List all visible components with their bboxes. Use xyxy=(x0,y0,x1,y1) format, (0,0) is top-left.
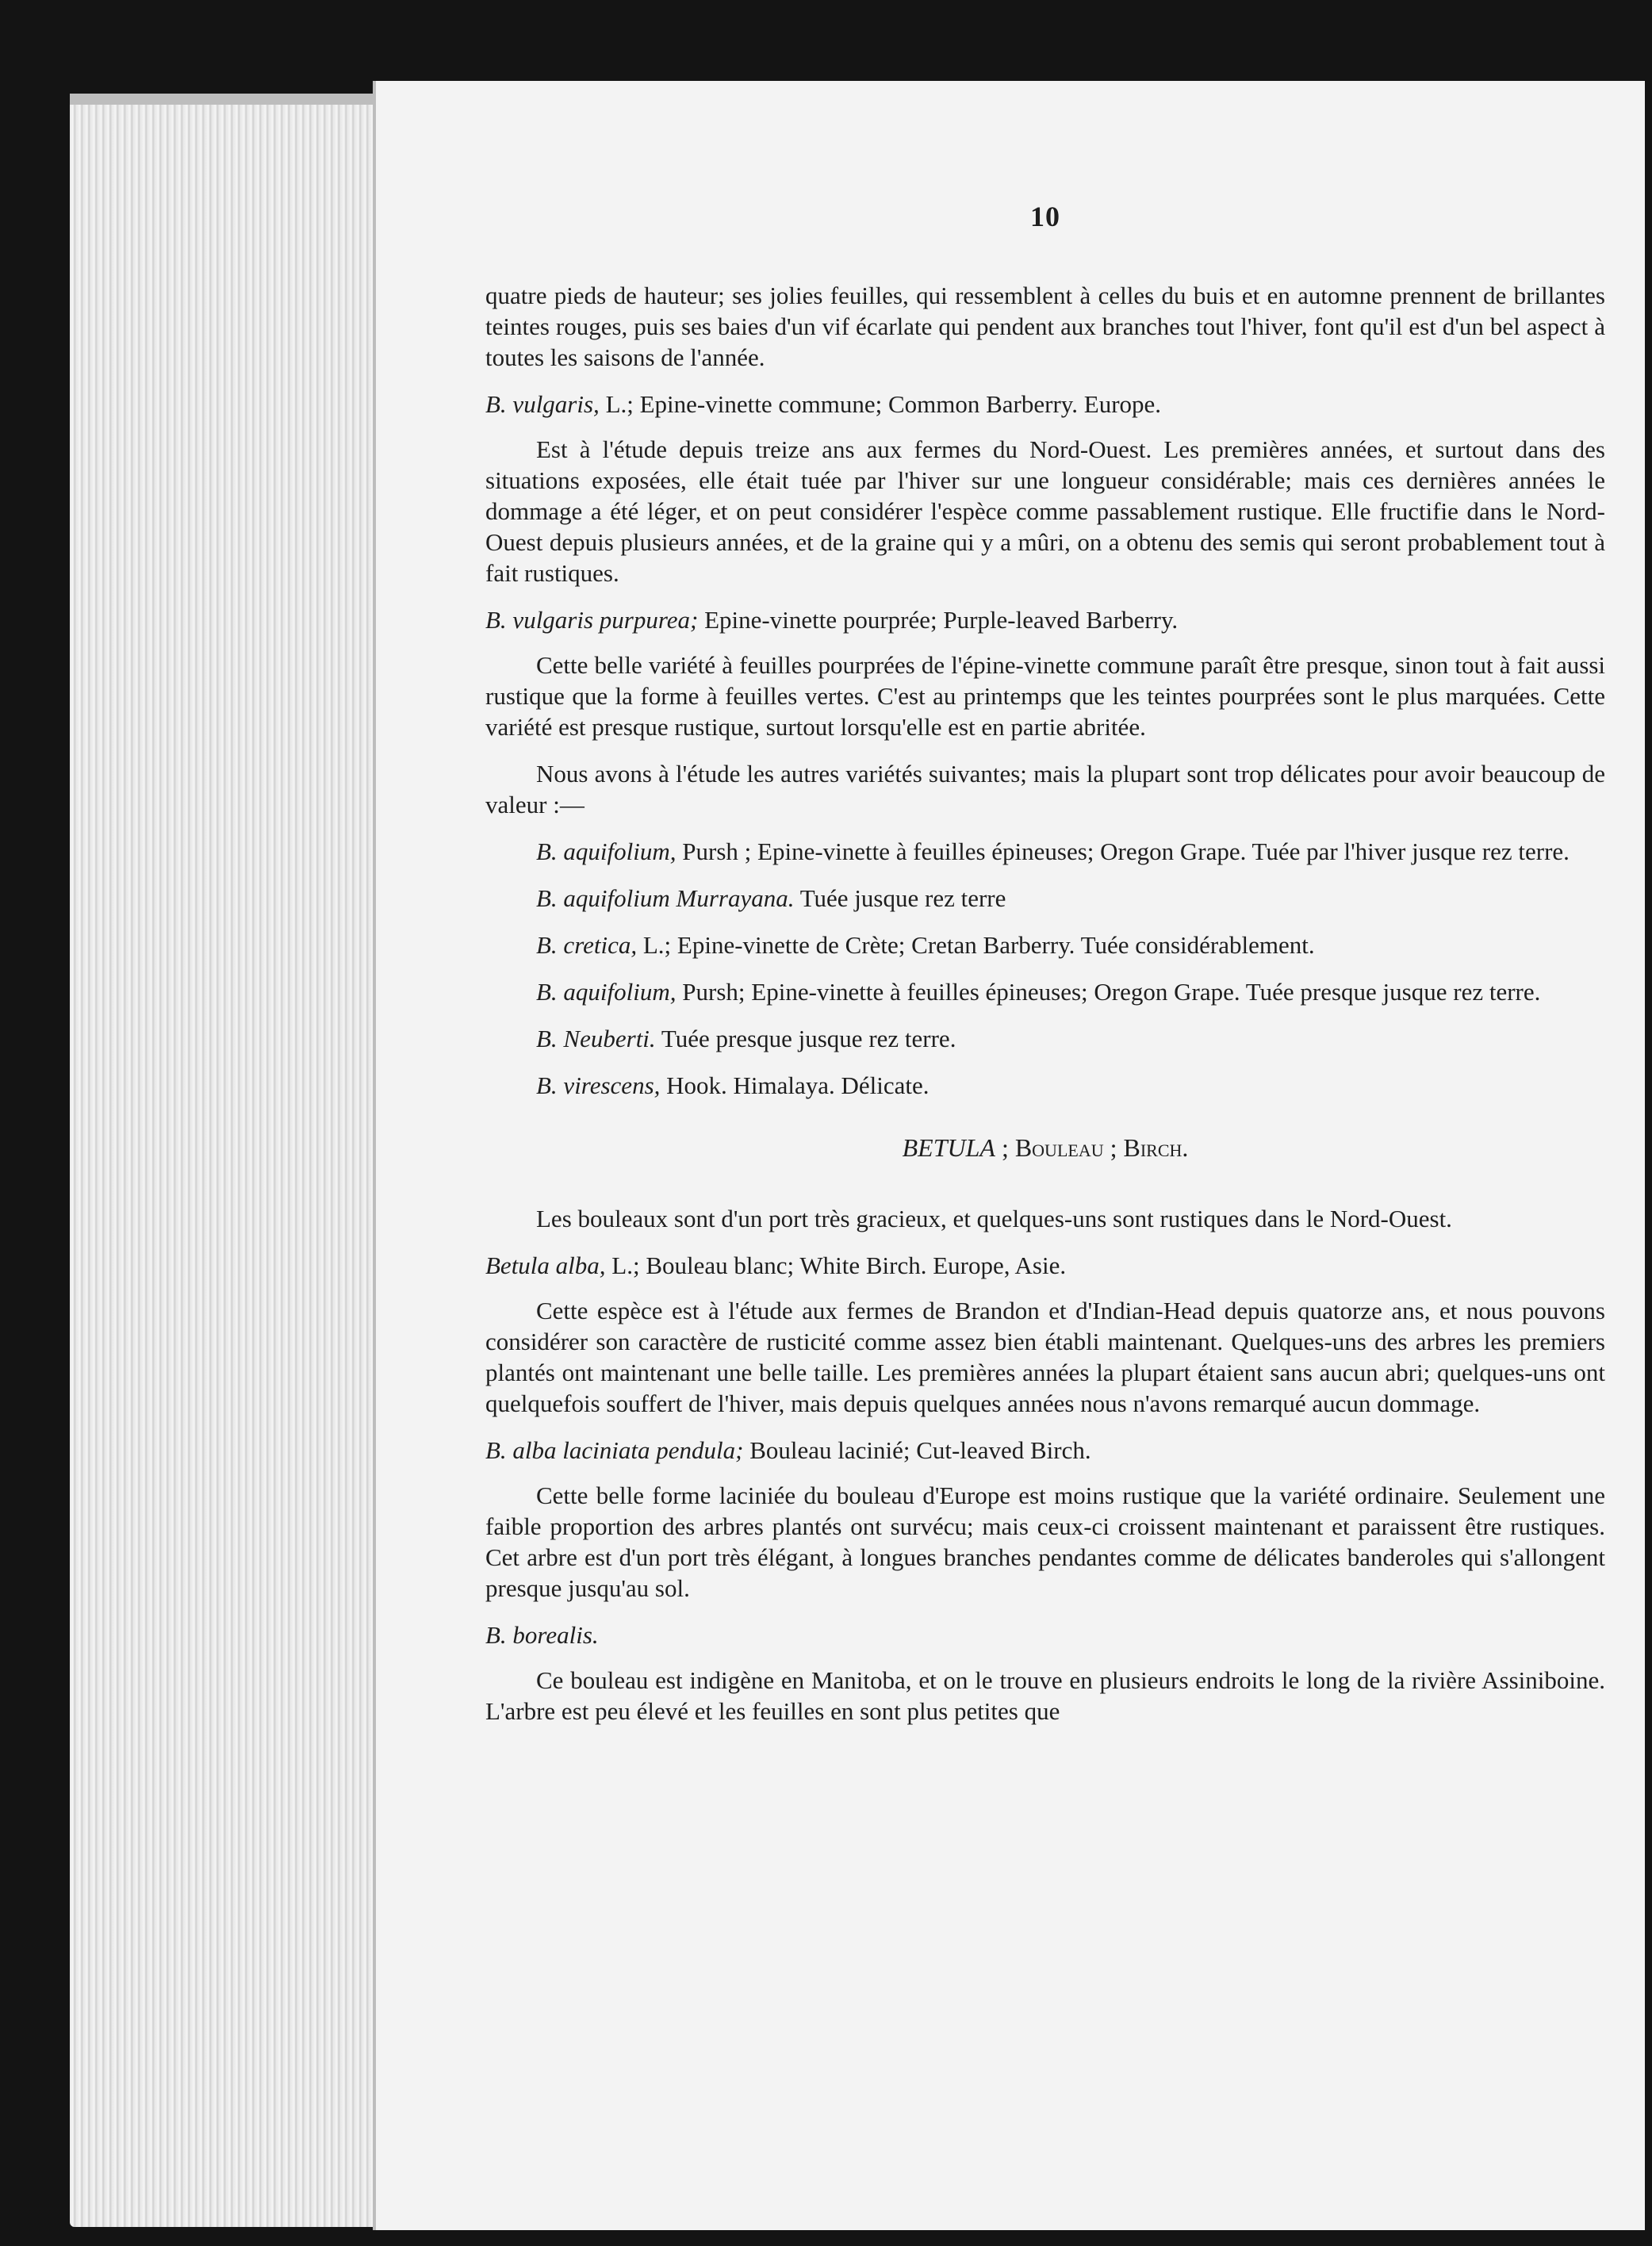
page-content xyxy=(485,201,1605,1742)
variety-name: B. virescens, xyxy=(536,1071,661,1099)
species-common-names: Bouleau lacinié; Cut-leaved Birch. xyxy=(743,1436,1091,1464)
book-page xyxy=(373,81,1645,2230)
paragraph-other-varieties: Nous avons à l'étude les autres variétés suivantes; mais la plupart sont trop délicates pour avoir beaucoup de valeur :— xyxy=(485,760,1605,818)
species-name: B. alba laciniata pendula; xyxy=(485,1436,744,1464)
book-page-edges xyxy=(70,94,387,2227)
heading-french: Bouleau xyxy=(1014,1133,1104,1162)
variety-note: Pursh ; Epine-vinette à feuilles épineuses; Oregon Grape. Tuée par l'hiver jusque rez terre. xyxy=(676,837,1570,865)
paragraph-intro: quatre pieds de hauteur; ses jolies feuilles, qui ressemblent à celles du buis et en automne prennent de brillantes teintes rouges, puis ses baies d'un vif écarlate qui pendent aux branches tout l'hiver, font qu'il est d'un bel aspect à toutes les saisons de l'année. xyxy=(485,282,1605,371)
variety-note: Pursh; Epine-vinette à feuilles épineuses; Oregon Grape. Tuée presque jusque rez terre. xyxy=(676,978,1541,1006)
entry-vulgaris xyxy=(485,389,1605,420)
paragraph-borealis: Ce bouleau est indigène en Manitoba, et on le trouve en plusieurs endroits le long de la rivière Assiniboine. L'arbre est peu élevé et les feuilles en sont plus petites que xyxy=(485,1666,1605,1725)
species-common-names: L.; Epine-vinette commune; Common Barberry. Europe. xyxy=(599,390,1162,418)
heading-separator: ; xyxy=(995,1133,1015,1162)
species-common-names: L.; Bouleau blanc; White Birch. Europe, Asie. xyxy=(605,1251,1067,1279)
paragraph-purpurea: Cette belle variété à feuilles pourprées de l'épine-vinette commune paraît être presque, sinon tout à fait aussi rustique que la forme à feuilles vertes. C'est au printemps que les teintes pourprées sont le plus marquées. Cette variété est presque rustique, surtout lorsqu'elle est en partie abritée. xyxy=(485,651,1605,741)
entry-purpurea xyxy=(485,604,1605,635)
variety-name: B. aquifolium, xyxy=(536,837,677,865)
variety-item xyxy=(485,1070,1605,1101)
entry-borealis xyxy=(485,1619,1605,1650)
species-name: Betula alba, xyxy=(485,1251,606,1279)
paragraph-alba: Cette espèce est à l'étude aux fermes de Brandon et d'Indian-Head depuis quatorze ans, et nous pouvons considérer son caractère de rusticité comme assez bien établi maintenant. Quelques-uns des arbres les premiers plantés ont maintenant une belle taille. Les premières années la plupart étaient sans aucun abri; quelques-uns ont quelquefois souffert de l'hiver, mais depuis quelques années nous n'avons remarqué aucun dommage. xyxy=(485,1297,1605,1417)
variety-note: L.; Epine-vinette de Crète; Cretan Barberry. Tuée considérablement. xyxy=(637,931,1315,959)
variety-item xyxy=(485,836,1605,867)
species-common-names: Epine-vinette pourprée; Purple-leaved Barberry. xyxy=(698,606,1179,634)
section-heading-betula xyxy=(485,1133,1605,1163)
variety-note: Tuée presque jusque rez terre. xyxy=(655,1025,956,1052)
paragraph-vulgaris: Est à l'étude depuis treize ans aux fermes du Nord-Ouest. Les premières années, et surtout dans des situations exposées, elle était tuée par l'hiver sur une longueur considérable; mais ces dernières années le dommage a été léger, et on peut considérer l'espèce comme passablement rustique. Elle fructifie dans le Nord-Ouest depuis plusieurs années, et de la graine qui y a mûri, on a obtenu des semis qui seront probablement tout à fait rustiques. xyxy=(485,435,1605,587)
species-name: B. vulgaris purpurea; xyxy=(485,606,699,634)
entry-laciniata xyxy=(485,1435,1605,1466)
variety-note: Hook. Himalaya. Délicate. xyxy=(660,1071,929,1099)
entry-alba xyxy=(485,1250,1605,1281)
variety-item xyxy=(485,1023,1605,1054)
variety-note: Tuée jusque rez terre xyxy=(794,884,1006,912)
variety-name: B. aquifolium Murrayana. xyxy=(536,884,795,912)
heading-genus: BETULA xyxy=(902,1133,995,1162)
variety-item xyxy=(485,883,1605,914)
heading-english: Birch. xyxy=(1123,1133,1189,1162)
variety-name: B. aquifolium, xyxy=(536,978,677,1006)
paragraph-laciniata: Cette belle forme laciniée du bouleau d'Europe est moins rustique que la variété ordinaire. Seulement une faible proportion des arbres plantés ont survécu; mais ceux-ci croissent maintenant et paraissent être rustiques. Cet arbre est d'un port très élégant, à longues branches pendantes comme de délicates banderoles qui s'allongent presque jusqu'au sol. xyxy=(485,1481,1605,1602)
heading-separator: ; xyxy=(1103,1133,1124,1162)
variety-name: B. cretica, xyxy=(536,931,638,959)
paragraph-betula-intro: Les bouleaux sont d'un port très gracieux, et quelques-uns sont rustiques dans le Nord-Ouest. xyxy=(536,1205,1452,1232)
species-name: B. vulgaris, xyxy=(485,390,600,418)
variety-name: B. Neuberti. xyxy=(536,1025,656,1052)
variety-item xyxy=(485,929,1605,960)
page-number: 10 xyxy=(1030,201,1060,232)
species-name: B. borealis. xyxy=(485,1621,599,1649)
variety-item xyxy=(485,976,1605,1007)
